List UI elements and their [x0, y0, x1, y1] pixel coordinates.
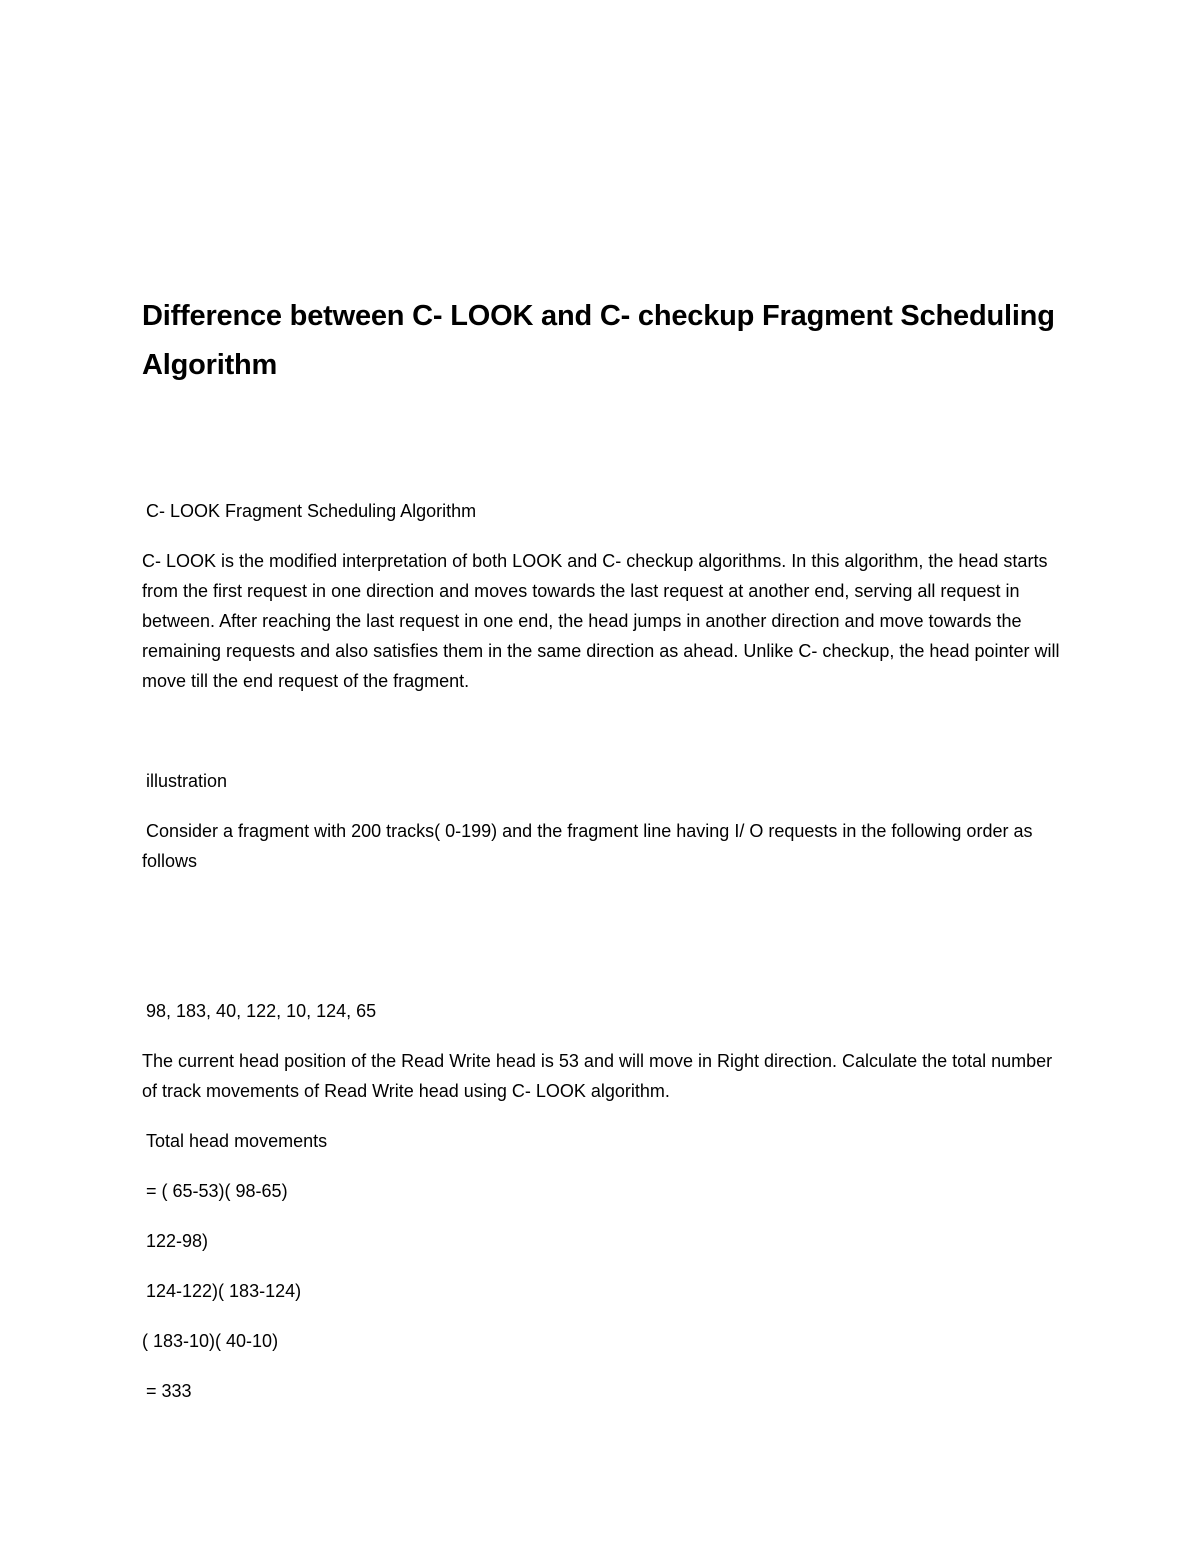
calculation-result: = 333	[146, 1381, 192, 1401]
calculation-line-1: = ( 65-53)( 98-65)	[146, 1181, 288, 1201]
document-content	[142, 292, 1072, 1406]
illustration-text	[142, 816, 1072, 876]
calculation-line-4: ( 183-10)( 40-10)	[142, 1331, 279, 1351]
request-sequence: 98, 183, 40, 122, 10, 124, 65	[146, 1001, 377, 1021]
illustration-text-content: Consider a fragment with 200 tracks( 0-199) and the fragment line having I/ O requests in the following order as follows	[142, 821, 1033, 871]
calculation-label: Total head movements	[146, 1131, 328, 1151]
algorithm-description: C- LOOK is the modified interpretation of both LOOK and C- checkup algorithms. In this algorithm, the head starts from the first request in one direction and moves towards the last request at another end, serving all request in between. After reaching the last request in one end, the head jumps in another direction and move towards the remaining requests and also satisfies them in the same direction as ahead. Unlike C- checkup, the head pointer will move till the end request of the fragment.	[142, 551, 1060, 691]
section-heading: C- LOOK Fragment Scheduling Algorithm	[146, 501, 477, 521]
illustration-label: illustration	[146, 771, 228, 791]
calculation-line-3: 124-122)( 183-124)	[146, 1281, 302, 1301]
document-title: Difference between C- LOOK and C- checkup Fragment Scheduling Algorithm	[142, 300, 1055, 381]
calculation-line-2: 122-98)	[146, 1231, 209, 1251]
question-text: The current head position of the Read Write head is 53 and will move in Right direction. Calculate the total number of track movements of Read Write head using C- LOOK algorithm.	[142, 1051, 1053, 1101]
